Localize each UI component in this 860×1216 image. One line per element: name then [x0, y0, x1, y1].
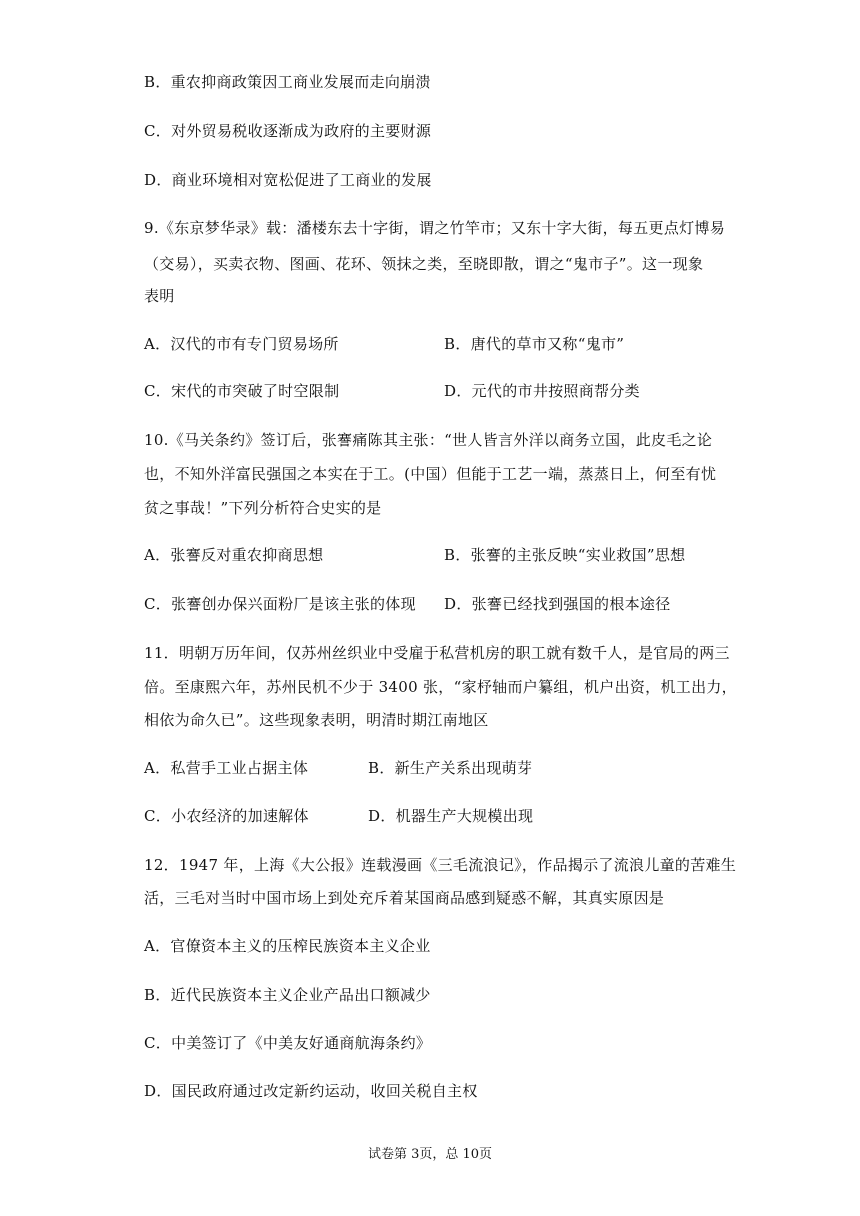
q12-stem-line-1: 12．1947 年，上海《大公报》连载漫画《三毛流浪记》，作品揭示了流浪儿童的苦难生	[144, 856, 737, 874]
q11-stem-line-2: 倍。至康熙六年，苏州民机不少于 3400 张，“家杼轴而户纂组，机户出资，机工出力，	[144, 678, 737, 696]
q11-option-c: C．小农经济的加速解体	[144, 807, 309, 825]
q12-stem-line-2: 活，三毛对当时中国市场上到处充斥着某国商品感到疑惑不解，其真实原因是	[144, 889, 665, 907]
q11-stem-line-1: 11．明朝万历年间，仅苏州丝织业中受雇于私营机房的职工就有数千人，是官局的两三	[144, 644, 730, 662]
q10-option-a: A．张謇反对重农抑商思想	[144, 546, 324, 564]
q10-stem-line-1: 10.《马关条约》签订后，张謇痛陈其主张：“世人皆言外洋以商务立国，此皮毛之论	[144, 431, 713, 449]
q9-stem-line-1: 9.《东京梦华录》载：潘楼东去十字街，谓之竹竿市；又东十字大街，每五更点灯博易	[144, 219, 726, 237]
q12-option-c: C．中美签订了《中美友好通商航海条约》	[144, 1034, 432, 1052]
q9-option-d: D．元代的市井按照商帮分类	[444, 382, 640, 400]
q10-option-d: D．张謇已经找到强国的根本途径	[444, 595, 671, 613]
page-footer: 试卷第 3页，总 10页	[367, 1147, 493, 1162]
q11-option-a: A．私营手工业占据主体	[144, 759, 309, 777]
q9-stem-line-2: （交易），买卖衣物、图画、花环、领抹之类，至晓即散，谓之“鬼市子”。这一现象	[144, 255, 704, 273]
q8-option-c: C．对外贸易税收逐渐成为政府的主要财源	[144, 122, 432, 140]
q8-option-b: B．重农抑商政策因工商业发展而走向崩溃	[144, 73, 431, 91]
q11-stem-line-3: 相依为命久已”。这些现象表明，明清时期江南地区	[144, 711, 489, 729]
q8-option-d: D．商业环境相对宽松促进了工商业的发展	[144, 171, 432, 189]
q11-option-d: D．机器生产大规模出现	[368, 807, 534, 825]
q10-option-b: B．张謇的主张反映“实业救国”思想	[444, 546, 686, 564]
q10-stem-line-3: 贫之事哉！”下列分析符合史实的是	[144, 499, 382, 517]
q12-option-a: A．官僚资本主义的压榨民族资本主义企业	[144, 937, 431, 955]
q11-option-b: B．新生产关系出现萌芽	[368, 759, 533, 777]
q9-option-a: A．汉代的市有专门贸易场所	[144, 335, 339, 353]
q9-option-b: B．唐代的草市又称“鬼市”	[444, 335, 625, 353]
q9-stem-line-3: 表明	[144, 287, 175, 305]
q12-option-b: B．近代民族资本主义企业产品出口额减少	[144, 986, 431, 1004]
q12-option-d: D．国民政府通过改定新约运动，收回关税自主权	[144, 1082, 478, 1100]
q10-stem-line-2: 也，不知外洋富民强国之本实在于工。(中国）但能于工艺一端，蒸蒸日上，何至有忧	[144, 465, 717, 483]
q9-option-c: C．宋代的市突破了时空限制	[144, 382, 340, 400]
q10-option-c: C．张謇创办保兴面粉厂是该主张的体现	[144, 595, 416, 613]
